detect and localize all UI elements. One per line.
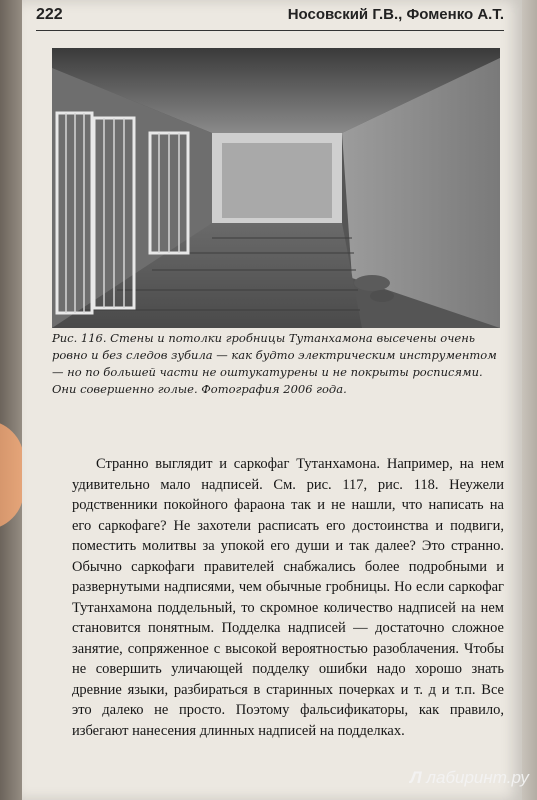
body-text [72,454,504,741]
watermark-text: лабиринт.ру [426,768,529,787]
labirint-logo-icon: Л [410,768,422,787]
figure-caption [52,330,502,398]
watermark [410,768,529,788]
page-number: 222 [36,6,63,23]
book-page [22,0,529,800]
figure-caption-text: Рис. 116. Стены и потолки гробницы Тутанхамона высечены очень ровно и без следов зубила — как будто электрическим инструментом — но по большей части не оштукатурены и не покрыты росписями. Они совершенно голые. Фотография 2006 года. [52,331,497,396]
body-paragraph: Странно выглядит и саркофаг Тутанхамона. Например, на нем удивительно мало надписей. См. рис. 117, рис. 118. Неужели родственники покойного фараона так и не нашли, что написать на его саркофаге? Не захотели расписать его достоинства и подвиги, поместить молитвы за упокой его души и так далее? Это странно. Обычно саркофаги правителей снабжались более подробными и развернутыми надписями, чем обычные гробницы. Но если саркофаг Тутанхамона поддельный, то скромное количество надписей на нем становится понятным. Подделка надписей — достаточно сложное занятие, сопряженное с высокой вероятностью разоблачения. Чтобы не совершить уличающей подделку ошибки надо хорошо знать древние языки, разбираться в старинных почерках и т. д и т.п. Все это далеко не просто. Поэтому фальсификаторы, как правило, избегают нанесения длинных надписей на подделках. [72,456,504,739]
running-header [36,6,504,31]
running-header-authors: Носовский Г.В., Фоменко А.Т. [287,6,504,23]
tomb-corridor-photo [52,48,500,328]
